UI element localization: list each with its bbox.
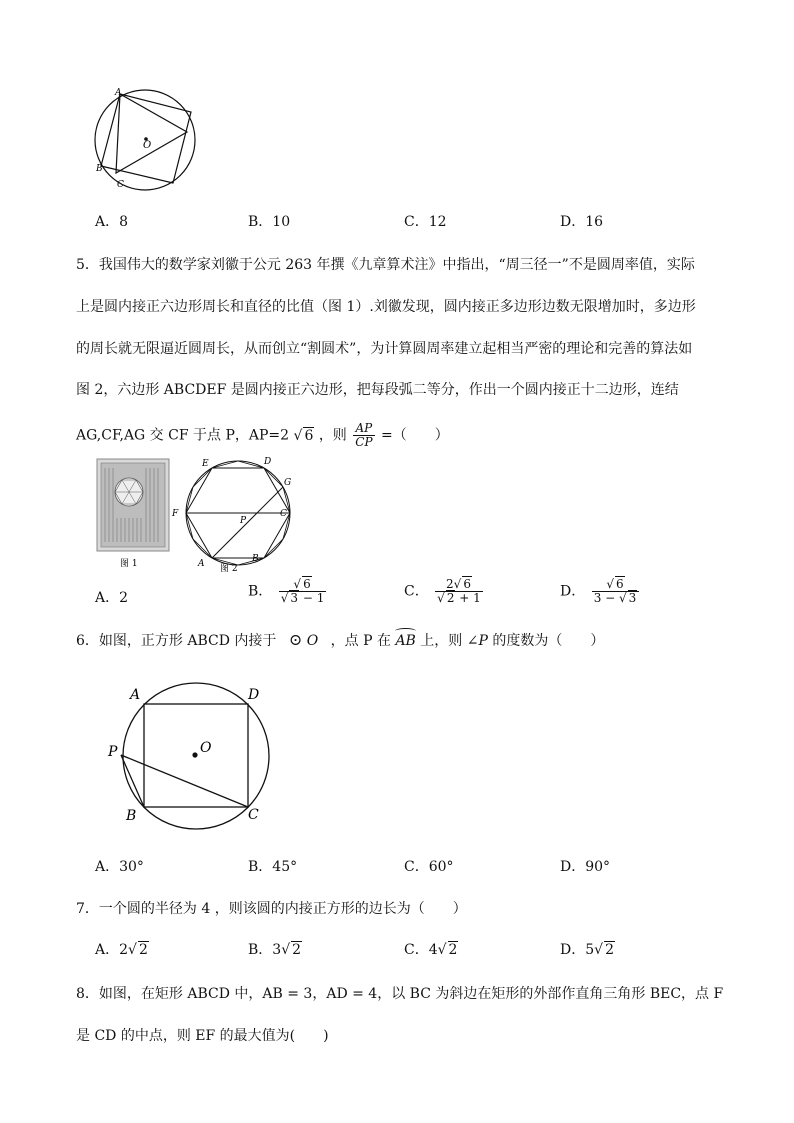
q5-fig2-caption: 图 2	[220, 564, 238, 573]
q6-center-dot	[192, 752, 197, 757]
q7-option-a[interactable]: A．2√ 2	[95, 942, 148, 958]
q6-option-c[interactable]: C．60°	[404, 859, 454, 875]
q6-option-d[interactable]: D．90°	[560, 859, 611, 875]
q7-question: 7．一个圆的半径为 4 ，则该圆的内接正方形的边长为（ ）	[76, 901, 467, 917]
q5-line-4: 图 2，六边形 ABCDEF 是圆内接正六边形，把每段弧二等分，作出一个圆内接正十二边形，连结	[76, 382, 679, 398]
q4-option-b[interactable]: B．10	[248, 214, 291, 230]
q5-option-b[interactable]: B． $\frac{√ 6}{√ 3 - 1}$	[248, 577, 325, 605]
q5-line-1: 5．我国伟大的数学家刘徽于公元 263 年撰《九章算术注》中指出，“周三径一”不是圆周率值，实际	[76, 257, 695, 273]
q4-label-b: B	[96, 164, 103, 174]
q5-frac-numerator: AP	[353, 422, 374, 436]
q4-option-c[interactable]: C．12	[404, 214, 447, 230]
q5-fraction-ap-cp	[353, 422, 374, 449]
q5-figure-1	[96, 458, 172, 570]
q5-line-2: 上是圆内接正六边形周长和直径的比值（图 1）.刘徽发现，圆内接正多边形边数无限增加时，多边形	[76, 299, 696, 315]
q6-option-b[interactable]: B．45°	[248, 859, 298, 875]
q5-fig2-label-g: G	[284, 478, 292, 488]
q5-fig1-caption: 图 1	[120, 559, 138, 569]
q5-fig2-segment-ag	[212, 487, 283, 558]
q5-option-c[interactable]: C． $\frac{2√ 6}{√ 2 + 1}$	[404, 577, 481, 605]
q6-label-b: B	[126, 808, 137, 824]
q4-label-o: O	[143, 140, 152, 151]
q4-option-d[interactable]: D．16	[560, 214, 604, 230]
q5-sqrt-6: √ 6	[293, 427, 314, 444]
q5-option-a[interactable]: A．2	[95, 590, 129, 606]
q6-arc-ab: AB	[395, 631, 415, 651]
q5-line-5	[76, 422, 736, 450]
q6-label-o: O	[200, 740, 212, 756]
q4-option-a[interactable]: A．8	[95, 214, 129, 230]
q6-label-d: D	[248, 687, 260, 703]
q4-label-c: C	[117, 180, 124, 190]
q5-fig2-label-p: P	[240, 516, 247, 526]
q5-fig2-label-a: A	[198, 559, 205, 569]
q5-option-d[interactable]: D． $\frac{√ 6}{3 - √ 3}$	[560, 578, 641, 605]
q6-label-a: A	[130, 687, 141, 703]
q7-option-d[interactable]: D．5√ 2	[560, 942, 614, 958]
q5-fig2-label-e: E	[202, 459, 209, 469]
q8-line-1: 8．如图，在矩形 ABCD 中，AB = 3，AD = 4，以 BC 为斜边在矩形的外部作直角三角形 BEC，点 F	[76, 986, 724, 1002]
q5-frac-denominator: CP	[355, 435, 373, 449]
q5-fig2-label-f: F	[172, 509, 179, 519]
q5-fig2-label-c: C	[280, 509, 287, 519]
q5-line-5-post: =（ ）	[380, 427, 449, 444]
q6-circle-symbol: ⊙	[288, 630, 303, 649]
q5-fig2-label-d: D	[264, 457, 272, 467]
q5-line-3: 的周长就无限逼近圆周长，从而创立“割圆术”，为计算圆周率建立起相当严密的理论和完善的算法如	[76, 341, 693, 357]
q4-label-a: A	[115, 88, 122, 98]
q6-question: 6．如图，正方形 ABCD 内接于 ⊙ O ，点 P 在 AB 上，则 ∠P 的度数为（ ）	[76, 630, 605, 649]
q6-angle-p: ∠P	[466, 633, 488, 649]
q5-line-5-pre: AG,CF,AG 交 CF 于点 P，AP=2	[76, 427, 290, 444]
q4-figure	[86, 86, 206, 196]
q6-option-a[interactable]: A．30°	[95, 859, 144, 875]
q5-line-5-mid: ，则	[318, 427, 347, 444]
q5-figure-2	[168, 455, 294, 573]
q4-inner-triangle	[116, 94, 187, 173]
q6-label-p: P	[108, 744, 118, 760]
q7-option-c[interactable]: C．4√ 2	[404, 942, 458, 958]
q6-label-c: C	[248, 807, 259, 823]
q5-fig2-label-b: B	[252, 554, 259, 564]
q6-figure	[104, 682, 274, 832]
q7-option-b[interactable]: B．3√ 2	[248, 942, 302, 958]
q8-line-2: 是 CD 的中点，则 EF 的最大值为( )	[76, 1028, 329, 1044]
